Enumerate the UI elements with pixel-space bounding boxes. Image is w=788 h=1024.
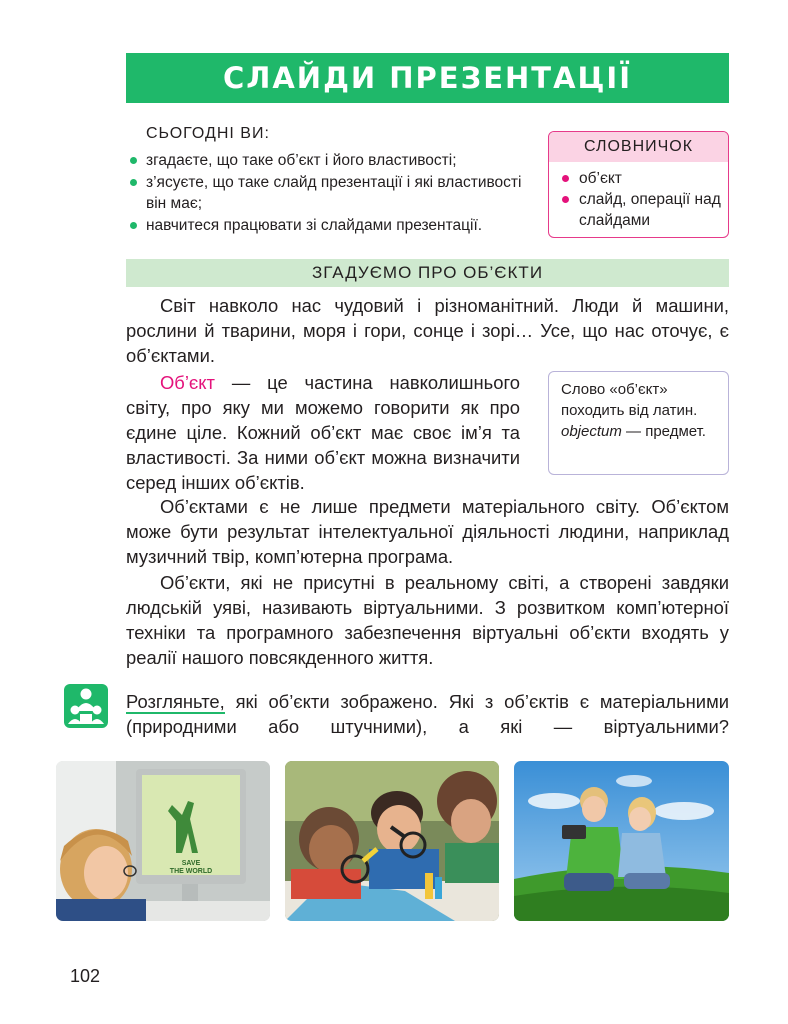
note-text-before: Слово «об’єкт» походить від латин. (561, 381, 698, 419)
paragraph-intellectual: Об’єктами є не лише предмети матеріального світу. Об’єктом може бути результат інтелектуальної діяльності людини, наприклад музичний твір, комп’ютерна програма. (126, 496, 729, 567)
paragraph-definition (126, 370, 520, 495)
today-heading: СЬОГОДНІ ВИ: (146, 125, 270, 142)
today-item: згадаєте, що таке об’єкт і його властивості; (128, 150, 538, 171)
today-item: з’ясуєте, що таке слайд презентації і які властивості він має; (128, 172, 538, 214)
screen-save-text: SAVE (181, 860, 201, 867)
note-latin-word: objectum (561, 423, 622, 440)
vocabulary-box (548, 131, 729, 238)
photo-kids-tablet-grass (514, 761, 729, 921)
page-number: 102 (70, 966, 101, 986)
today-item: навчитеся працювати зі слайдами презентації. (128, 215, 538, 236)
task-lead: Розгляньте, (126, 691, 225, 712)
section-heading: ЗГАДУЄМО ПРО ОБ’ЄКТИ (126, 259, 729, 287)
group-work-icon (64, 684, 108, 728)
definition-text: — це частина навколишнього світу, про яку ми можемо говорити як про єдине ціле. Кожний об’єкт має своє ім’я та властивості. За ними об’єкт можна визначити серед інших об’єктів. (126, 372, 520, 493)
vocabulary-list (549, 168, 728, 231)
term-object: Об’єкт (160, 372, 215, 393)
task-text (126, 689, 729, 739)
paragraph-world: Світ навколо нас чудовий і різноманітний. Люди й машини, рослини й тварини, моря і гори, сонце і зорі… Усе, що нас оточує, є об’єктами. (126, 295, 729, 366)
today-list (128, 150, 538, 237)
screen-world-text: THE WORLD (169, 868, 213, 875)
page-title: СЛАЙДИ ПРЕЗЕНТАЦІЇ (126, 53, 729, 103)
vocabulary-heading: СЛОВНИЧОК (549, 132, 728, 162)
vocabulary-item: об’єкт (549, 168, 728, 189)
note-text-after: — предмет. (621, 423, 706, 440)
task-question: які об’єкти зображено. Які з об’єктів є матеріальними (природними або штучними), а які — віртуальними? (126, 691, 729, 737)
vocabulary-item: слайд, операції над слайдами (549, 189, 728, 231)
paragraph-virtual: Об’єкти, які не присутні в реальному світі, а створені завдяки людській уяві, називають віртуальними. З розвитком комп’ютерної техніки та програмного забезпечення віртуальні об’єкти входять у реалії нашого повсякденного життя. (126, 572, 729, 668)
etymology-note (548, 371, 729, 475)
photo-child-computer (56, 761, 270, 921)
photo-kids-magnifiers (285, 761, 499, 921)
